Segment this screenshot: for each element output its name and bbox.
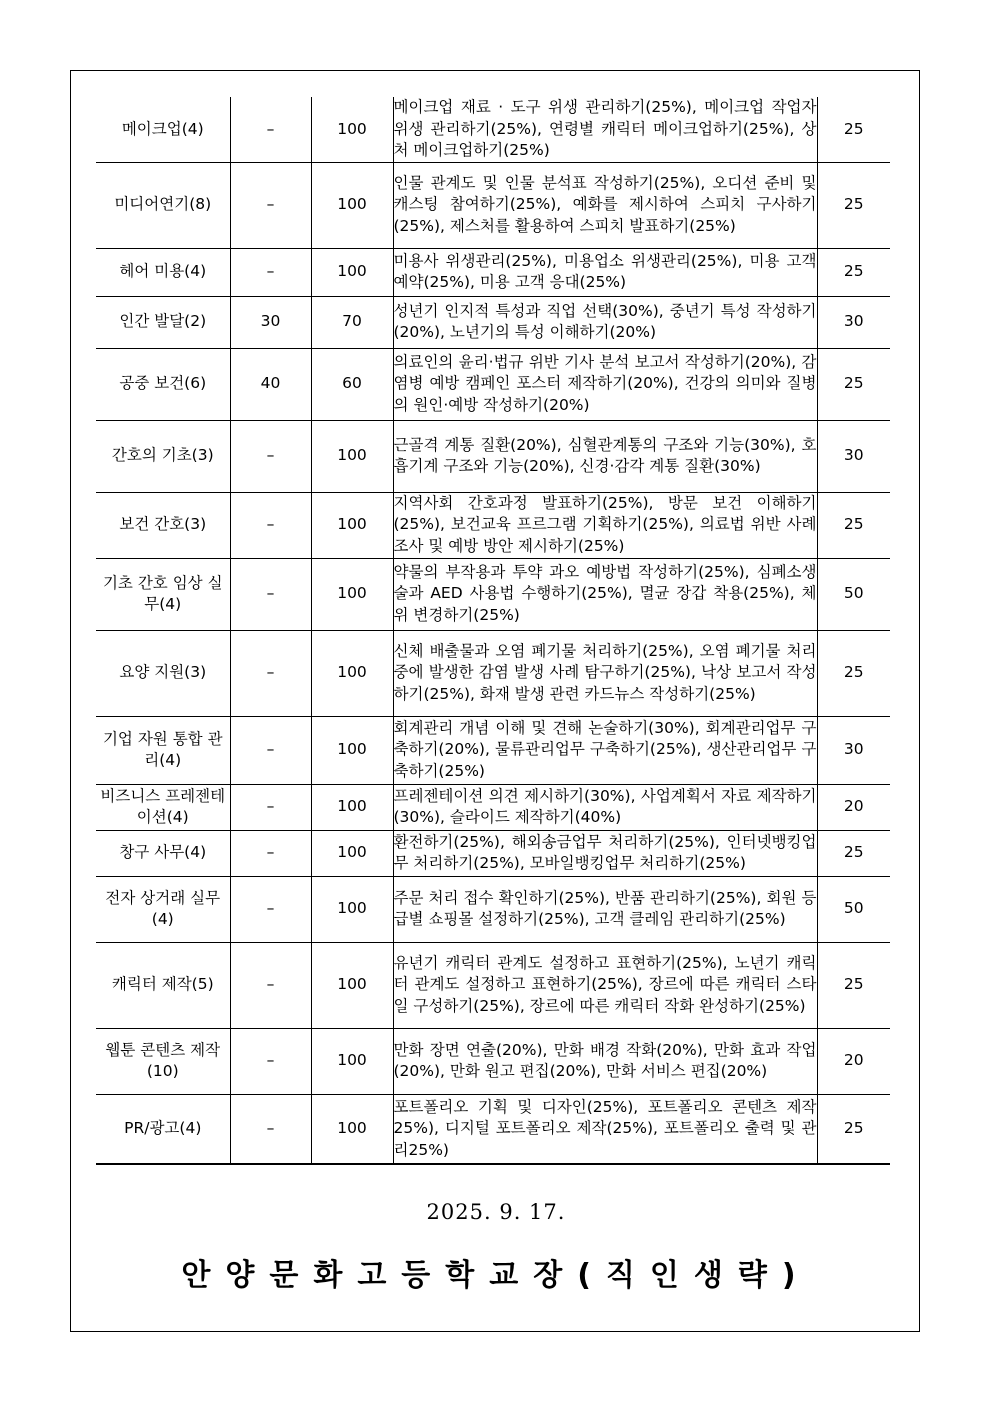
subject-cell: 기업 자원 통합 관리(4) xyxy=(96,716,230,784)
table-row xyxy=(96,1028,890,1094)
last-value-cell: 25 xyxy=(817,1094,890,1164)
subject-cell: 기초 간호 임상 실무(4) xyxy=(96,558,230,630)
ratio-a-cell: – xyxy=(230,162,311,248)
last-value-cell: 30 xyxy=(817,716,890,784)
table-row xyxy=(96,348,890,420)
table-row xyxy=(96,942,890,1028)
last-value-cell: 25 xyxy=(817,348,890,420)
table-row xyxy=(96,630,890,716)
ratio-a-cell: – xyxy=(230,942,311,1028)
ratio-b-cell: 100 xyxy=(311,162,393,248)
description-cell: 약물의 부작용과 투약 과오 예방법 작성하기(25%), 심폐소생술과 AED 사용법 수행하기(25%), 멸균 장갑 착용(25%), 체위 변경하기(25%) xyxy=(393,558,817,630)
table-row xyxy=(96,716,890,784)
ratio-a-cell: – xyxy=(230,1028,311,1094)
ratio-b-cell: 60 xyxy=(311,348,393,420)
ratio-a-cell: – xyxy=(230,716,311,784)
ratio-b-cell: 70 xyxy=(311,296,393,348)
description-cell: 신체 배출물과 오염 폐기물 처리하기(25%), 오염 폐기물 처리 중에 발생한 감염 발생 사례 탐구하기(25%), 낙상 보고서 작성하기(25%), 화재 발생 관련 카드뉴스 작성하기(25%) xyxy=(393,630,817,716)
last-value-cell: 25 xyxy=(817,492,890,558)
subject-cell: 공중 보건(6) xyxy=(96,348,230,420)
last-value-cell: 25 xyxy=(817,830,890,876)
description-cell: 유년기 캐릭터 관계도 설정하고 표현하기(25%), 노년기 캐릭터 관계도 설정하고 표현하기(25%), 장르에 따른 캐릭터 스타일 구성하기(25%), 장르에 따른 캐릭터 작화 완성하기(25%) xyxy=(393,942,817,1028)
ratio-b-cell: 100 xyxy=(311,876,393,942)
description-cell: 만화 장면 연출(20%), 만화 배경 작화(20%), 만화 효과 작업(20%), 만화 원고 편집(20%), 만화 서비스 편집(20%) xyxy=(393,1028,817,1094)
ratio-a-cell: – xyxy=(230,630,311,716)
last-value-cell: 25 xyxy=(817,162,890,248)
table-row xyxy=(96,420,890,492)
last-value-cell: 50 xyxy=(817,558,890,630)
last-value-cell: 25 xyxy=(817,248,890,296)
ratio-b-cell: 100 xyxy=(311,420,393,492)
subject-cell: 창구 사무(4) xyxy=(96,830,230,876)
subject-cell: 웹툰 콘텐츠 제작(10) xyxy=(96,1028,230,1094)
last-value-cell: 25 xyxy=(817,630,890,716)
table-row xyxy=(96,296,890,348)
ratio-a-cell: – xyxy=(230,492,311,558)
ratio-b-cell: 100 xyxy=(311,492,393,558)
table-row xyxy=(96,830,890,876)
ratio-a-cell: – xyxy=(230,830,311,876)
description-cell: 성년기 인지적 특성과 직업 선택(30%), 중년기 특성 작성하기(20%), 노년기의 특성 이해하기(20%) xyxy=(393,296,817,348)
ratio-a-cell: 30 xyxy=(230,296,311,348)
ratio-a-cell: – xyxy=(230,248,311,296)
evaluation-table xyxy=(96,97,890,1165)
description-cell: 프레젠테이션 의견 제시하기(30%), 사업계획서 자료 제작하기(30%), 슬라이드 제작하기(40%) xyxy=(393,784,817,830)
subject-cell: 전자 상거래 실무(4) xyxy=(96,876,230,942)
table-row xyxy=(96,97,890,162)
last-value-cell: 30 xyxy=(817,420,890,492)
ratio-b-cell: 100 xyxy=(311,630,393,716)
description-cell: 미용사 위생관리(25%), 미용업소 위생관리(25%), 미용 고객 예약(25%), 미용 고객 응대(25%) xyxy=(393,248,817,296)
description-cell: 주문 처리 접수 확인하기(25%), 반품 관리하기(25%), 회원 등급별 쇼핑몰 설정하기(25%), 고객 클레임 관리하기(25%) xyxy=(393,876,817,942)
table-row xyxy=(96,248,890,296)
issue-date: 2025. 9. 17. xyxy=(426,1200,566,1224)
ratio-b-cell: 100 xyxy=(311,97,393,162)
subject-cell: 헤어 미용(4) xyxy=(96,248,230,296)
subject-cell: 메이크업(4) xyxy=(96,97,230,162)
ratio-b-cell: 100 xyxy=(311,942,393,1028)
description-cell: 지역사회 간호과정 발표하기(25%), 방문 보건 이해하기(25%), 보건교육 프르그램 기획하기(25%), 의료법 위반 사례 조사 및 예방 방안 제시하기(25%) xyxy=(393,492,817,558)
description-cell: 인물 관계도 및 인물 분석표 작성하기(25%), 오디션 준비 및 캐스팅 참여하기(25%), 예화를 제시하여 스피치 구사하기(25%), 제스처를 활용하여 스피치 발표하기(25%) xyxy=(393,162,817,248)
subject-cell: 간호의 기초(3) xyxy=(96,420,230,492)
table-row xyxy=(96,162,890,248)
ratio-a-cell: – xyxy=(230,558,311,630)
principal-signature: 안양문화고등학교장(직인생략) xyxy=(181,1258,811,1293)
table-row xyxy=(96,1094,890,1164)
ratio-a-cell: – xyxy=(230,97,311,162)
subject-cell: 요양 지원(3) xyxy=(96,630,230,716)
description-cell: 회계관리 개념 이해 및 견해 논술하기(30%), 회계관리업무 구축하기(20%), 물류관리업무 구축하기(25%), 생산관리업무 구축하기(25%) xyxy=(393,716,817,784)
ratio-a-cell: – xyxy=(230,1094,311,1164)
last-value-cell: 20 xyxy=(817,1028,890,1094)
subject-cell: PR/광고(4) xyxy=(96,1094,230,1164)
ratio-a-cell: – xyxy=(230,784,311,830)
ratio-b-cell: 100 xyxy=(311,558,393,630)
subject-cell: 보건 간호(3) xyxy=(96,492,230,558)
table-row xyxy=(96,876,890,942)
subject-cell: 미디어연기(8) xyxy=(96,162,230,248)
last-value-cell: 20 xyxy=(817,784,890,830)
ratio-a-cell: – xyxy=(230,420,311,492)
subject-cell: 인간 발달(2) xyxy=(96,296,230,348)
ratio-a-cell: – xyxy=(230,876,311,942)
last-value-cell: 25 xyxy=(817,942,890,1028)
last-value-cell: 30 xyxy=(817,296,890,348)
ratio-b-cell: 100 xyxy=(311,1094,393,1164)
ratio-b-cell: 100 xyxy=(311,830,393,876)
ratio-b-cell: 100 xyxy=(311,248,393,296)
description-cell: 의료인의 윤리·법규 위반 기사 분석 보고서 작성하기(20%), 감염병 예방 캠페인 포스터 제작하기(20%), 건강의 의미와 질병의 원인·예방 작성하기(20%) xyxy=(393,348,817,420)
description-cell: 환전하기(25%), 해외송금업무 처리하기(25%), 인터넷뱅킹업무 처리하기(25%), 모바일뱅킹업무 처리하기(25%) xyxy=(393,830,817,876)
ratio-a-cell: 40 xyxy=(230,348,311,420)
subject-cell: 캐릭터 제작(5) xyxy=(96,942,230,1028)
last-value-cell: 50 xyxy=(817,876,890,942)
description-cell: 근골격 계통 질환(20%), 심혈관계통의 구조와 기능(30%), 호흡기계 구조와 기능(20%), 신경·감각 계통 질환(30%) xyxy=(393,420,817,492)
ratio-b-cell: 100 xyxy=(311,1028,393,1094)
ratio-b-cell: 100 xyxy=(311,716,393,784)
table-row xyxy=(96,558,890,630)
subject-cell: 비즈니스 프레젠테이션(4) xyxy=(96,784,230,830)
description-cell: 포트폴리오 기획 및 디자인(25%), 포트폴리오 콘텐츠 제작25%), 디지털 포트폴리오 제작(25%), 포트폴리오 출력 및 관리25%) xyxy=(393,1094,817,1164)
description-cell: 메이크업 재료 · 도구 위생 관리하기(25%), 메이크업 작업자 위생 관리하기(25%), 연령별 캐릭터 메이크업하기(25%), 상처 메이크업하기(25%) xyxy=(393,97,817,162)
last-value-cell: 25 xyxy=(817,97,890,162)
table-row xyxy=(96,492,890,558)
table-row xyxy=(96,784,890,830)
ratio-b-cell: 100 xyxy=(311,784,393,830)
